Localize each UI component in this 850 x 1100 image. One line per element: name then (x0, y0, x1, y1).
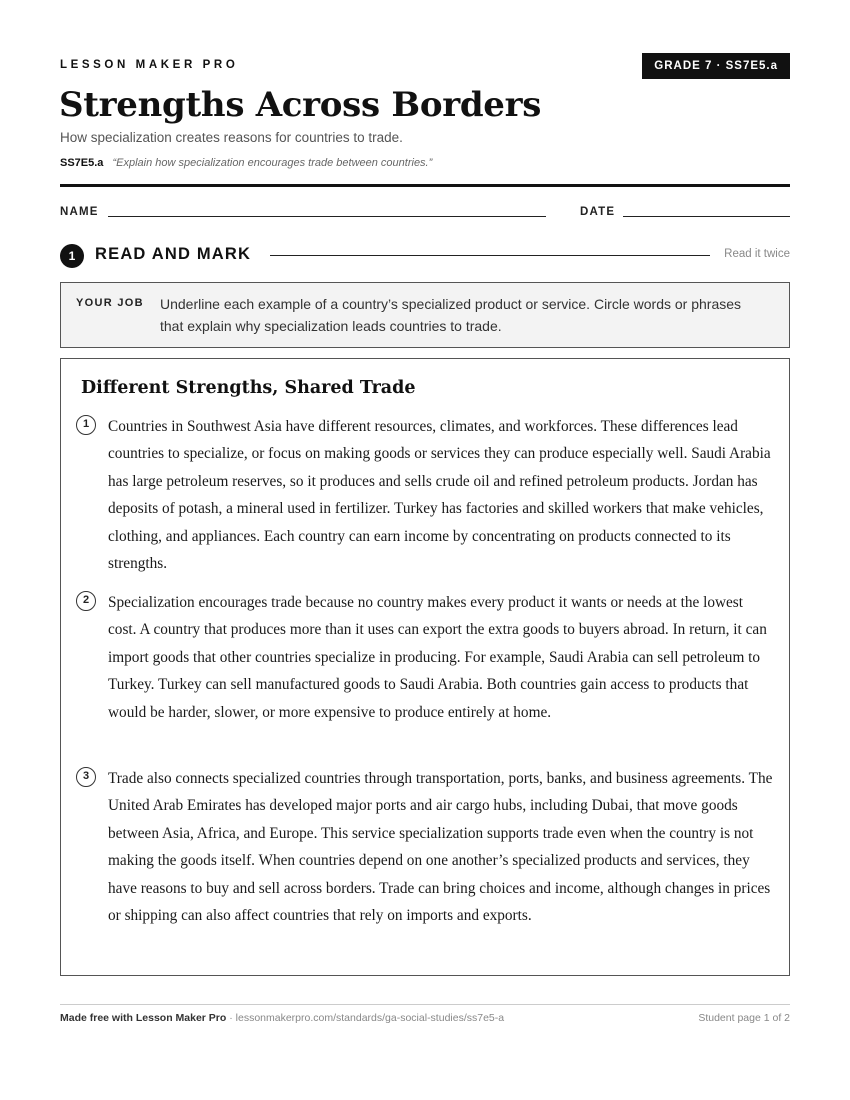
name-field-line[interactable] (108, 216, 546, 217)
paragraph-1: Countries in Southwest Asia have different resources, climates, and workforces. These differences lead countries to specialize, or focus on making goods or services they can produce especially well. Saudi Arabia has large petroleum reserves, so it produces and sells crude oil and refined petroleum products. Jordan has deposits of potash, a mineral used in fertilizer. Turkey has factories and skilled workers that make vehicles, clothing, and appliances. Each country can earn income by concentrating on products connected to its strengths. (108, 418, 771, 573)
date-label: DATE (580, 206, 616, 218)
paragraph-number-2: 2 (76, 591, 96, 611)
section-divider (270, 255, 710, 256)
section-title: READ AND MARK (95, 245, 252, 263)
paragraph-2: Specialization encourages trade because no country makes every product it wants or needs at the lowest cost. A country that produces more than it uses can export the extra goods to buyers abroad. In return, it can import goods that other countries specialize in producing. For example, Saudi Arabia can sell petroleum to Turkey. Turkey can sell manufactured goods to Saudi Arabia. Both countries gain access to products that would be harder, slower, or more expensive to produce entirely at home. (108, 594, 767, 721)
date-field-line[interactable] (623, 216, 790, 217)
footer-made-with: Made free with Lesson Maker Pro (60, 1012, 227, 1024)
job-instructions: Underline each example of a country’s specialized product or service. Circle words or phrases that explain why specialization leads countries to trade. (160, 296, 742, 334)
footer-page-number: Student page 1 of 2 (698, 1012, 790, 1024)
footer-url[interactable]: · lessonmakerpro.com/standards/ga-social-studies/ss7e5-a (226, 1012, 505, 1024)
name-label: NAME (60, 206, 99, 218)
standard-line (60, 157, 432, 169)
grade-badge: GRADE 7 · SS7E5.a (642, 53, 790, 79)
section-number-badge: 1 (60, 244, 84, 268)
brand-label: LESSON MAKER PRO (60, 59, 239, 71)
paragraph-number-3: 3 (76, 767, 96, 787)
reading-passage-box (60, 358, 790, 976)
job-label: YOUR JOB (76, 297, 144, 309)
job-box (60, 282, 790, 348)
section-hint: Read it twice (724, 248, 790, 260)
paragraph-number-1: 1 (76, 415, 96, 435)
paragraph-3: Trade also connects specialized countries through transportation, ports, banks, and business agreements. The United Arab Emirates has developed major ports and air cargo hubs, including Dubai, that move goods between Asia, Africa, and Europe. This service specialization supports trade even when the country is not making the goods itself. When countries depend on one another’s specialized products and services, they have reasons to buy and sell across borders. Trade can bring choices and income, although changes in prices or shipping can also affect countries that rely on imports and exports. (108, 770, 773, 925)
footer-credit (60, 1012, 504, 1024)
footer-divider (60, 1004, 790, 1005)
page-subtitle: How specialization creates reasons for countries to trade. (60, 130, 403, 145)
header-divider (60, 184, 790, 187)
page-title: Strengths Across Borders (59, 85, 542, 125)
standard-text: “Explain how specialization encourages trade between countries.” (112, 157, 433, 169)
reading-title: Different Strengths, Shared Trade (81, 378, 416, 398)
standard-code: SS7E5.a (60, 157, 104, 169)
